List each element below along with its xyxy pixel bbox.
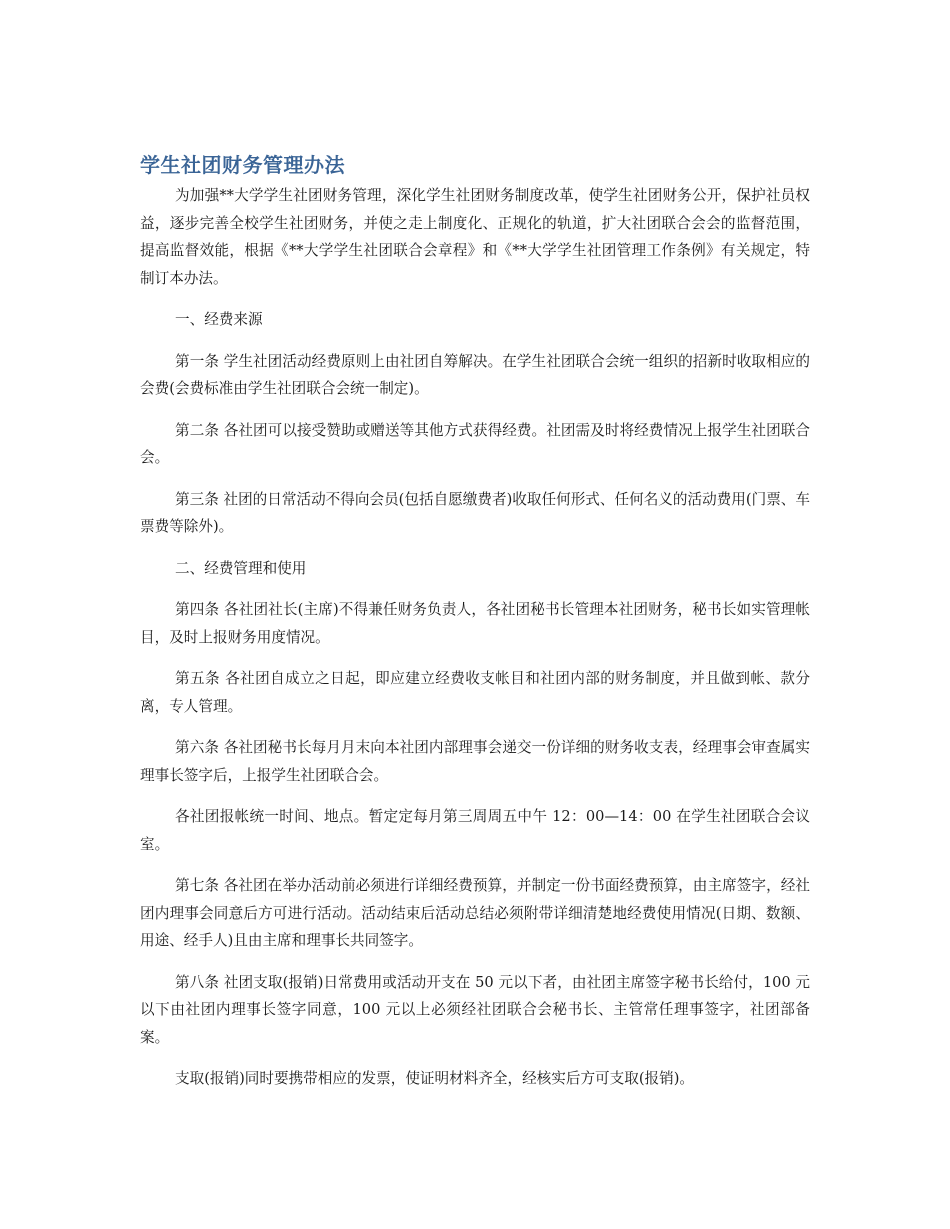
article-2: 第二条 各社团可以接受赞助或赠送等其他方式获得经费。社团需及时将经费情况上报学生社团联合会。 — [140, 421, 810, 466]
article-7: 第七条 各社团在举办活动前必须进行详细经费预算，并制定一份书面经费预算，由主席签字，经社团内理事会同意后方可进行活动。活动结束后活动总结必须附带详细清楚地经费使用情况(日期、数额、用途、经手人)且由主席和理事长共同签字。 — [140, 877, 810, 949]
intro-paragraph: 为加强**大学学生社团财务管理，深化学生社团财务制度改革，使学生社团财务公开，保护社员权益，逐步完善全校学生社团财务，并使之走上制度化、正规化的轨道，扩大社团联合会会的监督范围，提高监督效能，根据《**大学学生社团联合会章程》和《**大学学生社团管理工作条例》有关规定，特制订本办法。 — [140, 187, 810, 287]
article-3: 第三条 社团的日常活动不得向会员(包括自愿缴费者)收取任何形式、任何名义的活动费用(门票、车票费等除外)。 — [140, 490, 810, 535]
reimbursement-note-paragraph: 支取(报销)同时要携带相应的发票，使证明材料齐全，经核实后方可支取(报销)。 — [175, 1070, 694, 1087]
article-1: 第一条 学生社团活动经费原则上由社团自筹解决。在学生社团联合会统一组织的招新时收取相应的会费(会费标准由学生社团联合会统一制定)。 — [140, 352, 810, 397]
section-heading-funding-management: 二、经费管理和使用 — [175, 559, 307, 577]
article-8: 第八条 社团支取(报销)日常费用或活动开支在 50 元以下者，由社团主席签字秘书长给付，100 元以下由社团内理事长签字同意，100 元以上必须经社团联合会秘书长、主管常任理事签字，社团部备案。 — [140, 973, 810, 1046]
article-5: 第五条 各社团自成立之日起，即应建立经费收支帐目和社团内部的财务制度，并且做到帐、款分离，专人管理。 — [140, 670, 810, 715]
document-body — [140, 150, 810, 1107]
reporting-time-paragraph: 各社团报帐统一时间、地点。暂定定每月第三周周五中午 12：00—14：00 在学生社团联合会议室。 — [140, 808, 810, 853]
article-4: 第四条 各社团社长(主席)不得兼任财务负责人，各社团秘书长管理本社团财务，秘书长如实管理帐目，及时上报财务用度情况。 — [140, 601, 810, 646]
article-6: 第六条 各社团秘书长每月月末向本社团内部理事会递交一份详细的财务收支表，经理事会审查属实理事长签字后，上报学生社团联合会。 — [140, 739, 810, 784]
document-title: 学生社团财务管理办法 — [140, 153, 345, 177]
section-heading-funding-source: 一、经费来源 — [175, 311, 263, 328]
